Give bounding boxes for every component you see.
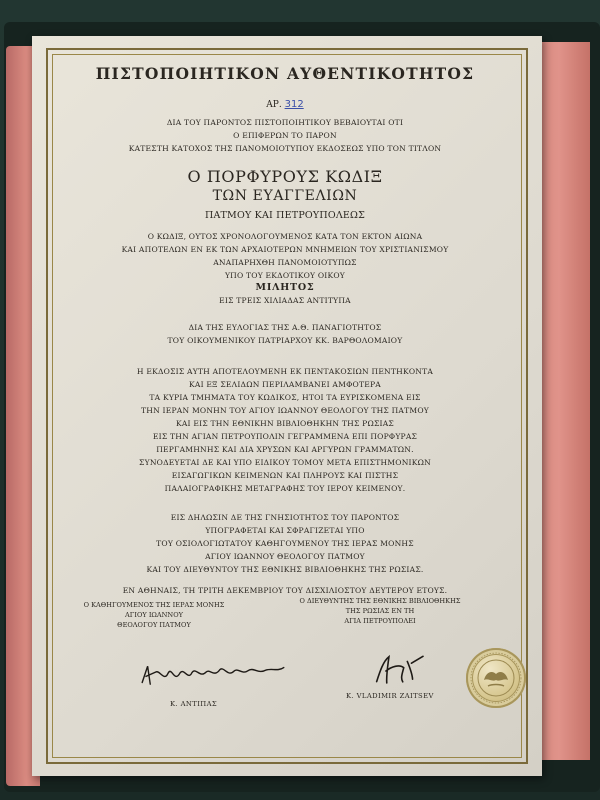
intro-line: ΚΑΤΕΣΤΗ ΚΑΤΟΧΟΣ ΤΗΣ ΠΑΝΟΜΟΙΟΤΥΠΟΥ ΕΚΔΟΣΕΩΣ ΥΠΟ ΤΟΝ ΤΙΤΛΟΝ xyxy=(128,144,442,153)
number-label: ΑΡ. xyxy=(266,100,282,110)
edition-line: Η ΕΚΔΟΣΙΣ ΑΥΤΗ ΑΠΟΤΕΛΟΥΜΕΝΗ ΕΚ ΠΕΝΤΑΚΟΣΙΩΝ ΠΕΝΤΗΚΟΝΤΑ xyxy=(136,367,434,376)
attestation-line: ΕΙΣ ΔΗΛΩΣΙΝ ΔΕ ΤΗΣ ΓΝΗΣΙΟΤΗΤΟΣ ΤΟΥ ΠΑΡΟΝΤΟΣ xyxy=(170,513,400,522)
left-signature-scribble xyxy=(137,657,288,690)
intro-line: ΔΙΑ ΤΟΥ ΠΑΡΟΝΤΟΣ ΠΙΣΤΟΠΟΙΗΤΙΚΟΥ ΒΕΒΑΙΟΥΤΑΙ ΟΤΙ xyxy=(166,118,404,127)
attestation-line: ΑΓΙΟΥ ΙΩΑΝΝΟΥ ΘΕΟΛΟΓΟΥ ΠΑΤΜΟΥ xyxy=(205,552,365,561)
right-signatory-role xyxy=(280,596,480,626)
right-handwritten-signature xyxy=(371,650,430,693)
description-line: ΚΑΙ ΑΠΟΤΕΛΩΝ ΕΝ ΕΚ ΤΩΝ ΑΡΧΑΙΟΤΕΡΩΝ ΜΝΗΜΕΙΩΝ ΤΟΥ ΧΡΙΣΤΙΑΝΙΣΜΟΥ xyxy=(121,245,449,254)
certificate-sheet xyxy=(32,36,542,776)
edition-line: ΣΥΝΟΔΕΥΕΤΑΙ ΔΕ ΚΑΙ ΥΠΟ ΕΙΔΙΚΟΥ ΤΟΜΟΥ ΜΕΤΑ ΕΠΙΣΤΗΜΟΝΙΚΩΝ xyxy=(139,458,431,467)
role-line: Ο ΔΙΕΥΘΥΝΤΗΣ ΤΗΣ ΕΘΝΙΚΗΣ ΒΙΒΛΙΟΘΗΚΗΣ xyxy=(299,597,461,605)
edition-line: ΕΙΣΑΓΩΓΙΚΩΝ ΚΕΙΜΕΝΩΝ ΚΑΙ ΠΛΗΡΟΥΣ ΚΑΙ ΠΙΣΤΗΣ xyxy=(171,471,399,480)
embossed-seal xyxy=(466,648,526,708)
intro-paragraph xyxy=(54,116,516,155)
edition-line: ΚΑΙ ΕΞ ΣΕΛΙΔΩΝ ΠΕΡΙΛΑΜΒΑΝΕΙ ΑΜΦΟΤΕΡΑ xyxy=(189,380,381,389)
book-title-line-2: ΤΩΝ ΕΥΑΓΓΕΛΙΩΝ xyxy=(212,188,358,204)
edition-line: ΤΗΝ ΙΕΡΑΝ ΜΟΝΗΝ ΤΟΥ ΑΓΙΟΥ ΙΩΑΝΝΟΥ ΘΕΟΛΟΓΟΥ ΤΗΣ ΠΑΤΜΟΥ xyxy=(141,406,429,415)
edition-line: ΠΕΡΓΑΜΗΝΗΣ ΚΑΙ ΔΙΑ ΧΡΥΣΩΝ ΚΑΙ ΑΡΓΥΡΩΝ ΓΡΑΜΜΑΤΩΝ. xyxy=(156,445,414,454)
copies-line: ΕΙΣ ΤΡΕΙΣ ΧΙΛΙΑΔΑΣ ΑΝΤΙΤΥΠΑ xyxy=(219,296,351,305)
signature-area xyxy=(54,596,516,726)
description-line: Ο ΚΩΔΙΞ, ΟΥΤΟΣ ΧΡΟΝΟΛΟΓΟΥΜΕΝΟΣ ΚΑΤΑ ΤΟΝ ΕΚΤΟΝ ΑΙΩΝΑ xyxy=(147,232,423,241)
role-line: ΤΗΣ ΡΩΣΙΑΣ ΕΝ ΤΗ xyxy=(345,607,415,615)
left-signatory-name: Κ. ΑΝΤΙΠΑΣ xyxy=(170,700,218,708)
attestation-line: ΤΟΥ ΟΣΙΟΛΟΓΙΩΤΑΤΟΥ ΚΑΘΗΓΟΥΜΕΝΟΥ ΤΗΣ ΙΕΡΑΣ ΜΟΝΗΣ xyxy=(156,539,414,548)
blessing-line: ΔΙΑ ΤΗΣ ΕΥΛΟΓΙΑΣ ΤΗΣ Α.Θ. ΠΑΝΑΓΙΟΤΗΤΟΣ xyxy=(188,323,382,332)
right-signatory-name: K. VLADIMIR ZAITSEV xyxy=(346,692,434,700)
description-paragraph xyxy=(54,230,516,282)
edition-details-paragraph xyxy=(54,365,516,495)
seal-emblem-icon xyxy=(466,648,526,708)
certificate-number: 312 xyxy=(284,99,304,110)
book-title-line-1: Ο ΠΟΡΦΥΡΟΥΣ ΚΩΔΙΞ xyxy=(187,167,383,186)
edition-line: ΠΑΛΑΙΟΓΡΑΦΙΚΗΣ ΜΕΤΑΓΡΑΦΗΣ ΤΟΥ ΙΕΡΟΥ ΚΕΙΜΕΝΟΥ. xyxy=(164,484,406,493)
edition-line: ΕΙΣ ΤΗΝ ΑΓΙΑΝ ΠΕΤΡΟΥΠΟΛΙΝ ΓΕΓΡΑΜΜΕΝΑ ΕΠΙ ΠΟΡΦΥΡΑΣ xyxy=(152,432,418,441)
role-line: Ο ΚΑΘΗΓΟΥΜΕΝΟΣ ΤΗΣ ΙΕΡΑΣ ΜΟΝΗΣ xyxy=(83,601,225,609)
role-line: ΘΕΟΛΟΓΟΥ ΠΑΤΜΟΥ xyxy=(117,621,191,629)
book-title-line-3: ΠΑΤΜΟΥ ΚΑΙ ΠΕΤΡΟΥΠΟΛΕΩΣ xyxy=(204,210,366,221)
role-line: ΑΓΙΑ ΠΕΤΡΟΥΠΟΛΕΙ xyxy=(344,617,416,625)
attestation-line: ΥΠΟΓΡΑΦΕΤΑΙ ΚΑΙ ΣΦΡΑΓΙΖΕΤΑΙ ΥΠΟ xyxy=(205,526,365,535)
edition-line: ΤΑ ΚΥΡΙΑ ΤΜΗΜΑΤΑ ΤΟΥ ΚΩΔΙΚΟΣ, ΗΤΟΙ ΤΑ ΕΥΡΙΣΚΟΜΕΝΑ ΕΙΣ xyxy=(149,393,421,402)
certificate-title: ΠΙΣΤΟΠΟΙΗΤΙΚΟΝ ΑΥΘΕΝΤΙΚΟΤΗΤΟΣ xyxy=(95,64,475,83)
left-handwritten-signature xyxy=(137,657,288,694)
attestation-line: ΚΑΙ ΤΟΥ ΔΙΕΥΘΥΝΤΟΥ ΤΗΣ ΕΘΝΙΚΗΣ ΒΙΒΛΙΟΘΗΚΗΣ ΤΗΣ ΡΩΣΙΑΣ. xyxy=(146,565,424,574)
certificate-number-line xyxy=(54,99,516,110)
intro-line: Ο ΕΠΙΦΕΡΩΝ ΤΟ ΠΑΡΟΝ xyxy=(233,131,337,140)
date-line: ΕΝ ΑΘΗΝΑΙΣ, ΤΗ ΤΡΙΤΗ ΔΕΚΕΜΒΡΙΟΥ ΤΟΥ ΔΙΣΧΙΛΙΟΣΤΟΥ ΔΕΥΤΕΡΟΥ ΕΤΟΥΣ. xyxy=(122,586,448,595)
blessing-paragraph xyxy=(54,321,516,347)
certificate-content xyxy=(54,64,516,595)
publisher-name: ΜΙΛΗΤΟΣ xyxy=(255,282,315,293)
description-line: ΑΝΑΠΑΡΗΧΘΗ ΠΑΝΟΜΟΙΟΤΥΠΩΣ xyxy=(213,258,357,267)
left-signatory-role xyxy=(54,600,254,630)
role-line: ΑΓΙΟΥ ΙΩΑΝΝΟΥ xyxy=(125,611,183,619)
description-line: ΥΠΟ ΤΟΥ ΕΚΔΟΤΙΚΟΥ ΟΙΚΟΥ xyxy=(224,271,346,280)
attestation-paragraph xyxy=(54,511,516,576)
right-signature-scribble xyxy=(371,650,429,688)
blessing-line: ΤΟΥ ΟΙΚΟΥΜΕΝΙΚΟΥ ΠΑΤΡΙΑΡΧΟΥ ΚΚ. ΒΑΡΘΟΛΟΜΑΙΟΥ xyxy=(167,336,403,345)
edition-line: ΚΑΙ ΕΙΣ ΤΗΝ ΕΘΝΙΚΗΝ ΒΙΒΛΙΟΘΗΚΗΝ ΤΗΣ ΡΩΣΙΑΣ xyxy=(176,419,394,428)
